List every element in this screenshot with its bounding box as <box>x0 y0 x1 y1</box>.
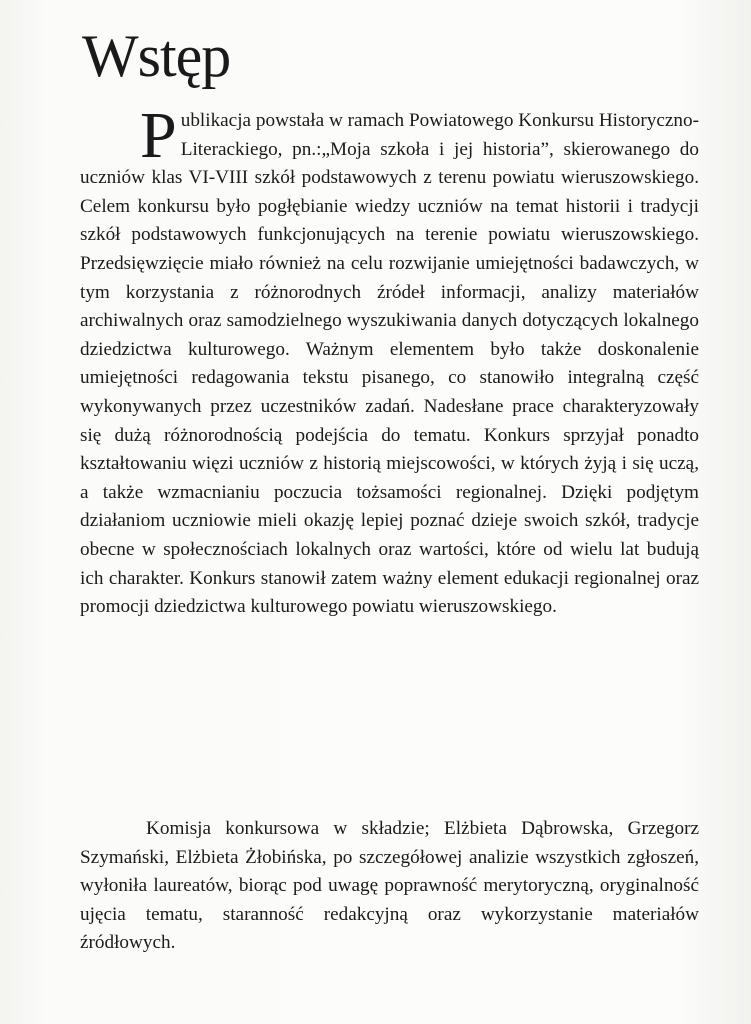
paragraph-introduction <box>80 99 699 622</box>
introduction-body <box>80 99 699 622</box>
drop-cap: P <box>140 99 177 172</box>
paragraph-commission: Komisja konkursowa w składzie; Elżbieta Dąbrowska, Grzegorz Szymański, Elżbieta Żłobińska, po szczegółowej analizie wszystkich zgłoszeń, wyłoniła laureatów, biorąc pod uwagę poprawność merytoryczną, oryginalność ujęcia tematu, staranność redakcyjną oraz wykorzystanie materiałów źródłowych. <box>80 818 699 954</box>
page-title: Wstęp <box>82 23 231 89</box>
paragraph-introduction-text: ublikacja powstała w ramach Powiatowego Konkursu Historyczno-Literackiego, pn.:„Moja szkoła i jej historia”, skierowanego do uczniów klas VI-VIII szkół podstawowych z terenu powiatu wieruszowskiego. Celem konkursu było pogłębianie wiedzy uczniów na temat historii i tradycji szkół podstawowych funkcjonujących na terenie powiatu wieruszowskiego. Przedsięwzięcie miało również na celu rozwijanie umiejętności badawczych, w tym korzystania z różnorodnych źródeł informacji, analizy materiałów archiwalnych oraz samodzielnego wyszukiwania danych dotyczących lokalnego dziedzictwa kulturowego. Ważnym elementem było także doskonalenie umiejętności redagowania tekstu pisanego, co stanowiło integralną część wykonywanych przez uczestników zadań. Nadesłane prace charakteryzowały się dużą różnorodnością podejścia do tematu. Konkurs sprzyjał ponadto kształtowaniu więzi uczniów z historią miejscowości, w których żyją i się uczą, a także wzmacnianiu poczucia tożsamości regionalnej. Dzięki podjętym działaniom uczniowie mieli okazję lepiej poznać dzieje swoich szkół, tradycje obecne w społecznościach lokalnych oraz wartości, które od wielu lat budują ich charakter. Konkurs stanowił zatem ważny element edukacji regionalnej oraz promocji dziedzictwa kulturowego powiatu wieruszowskiego. <box>80 110 699 618</box>
